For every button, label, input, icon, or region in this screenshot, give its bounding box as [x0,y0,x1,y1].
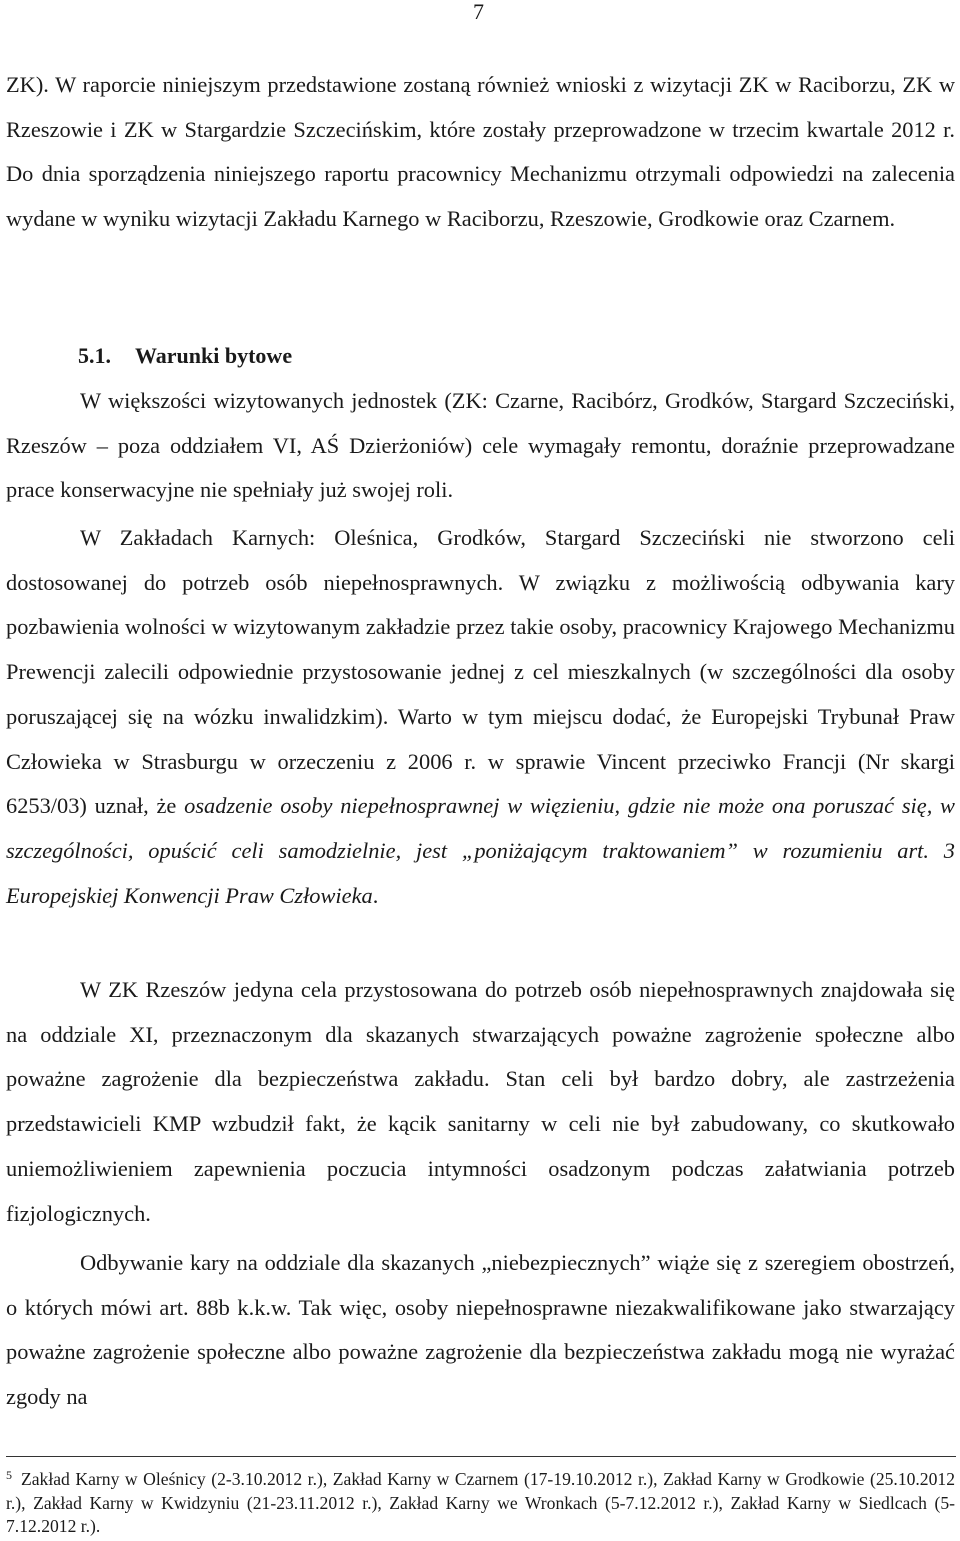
section-number: 5.1. [78,343,111,368]
section-title: Warunki bytowe [135,343,293,368]
court-quote: osadzenie osoby niepełnosprawnej w więzieniu, gdzie nie może ona poruszać się, w szczególności, opuścić celi samodzielnie, jest „poniżającym traktowaniem” w rozumieniu art. 3 Europejskiej Konwencji Praw Człowieka [6,793,955,908]
paragraph-rzeszow: W ZK Rzeszów jedyna cela przystosowana do potrzeb osób niepełnosprawnych znajdowała się na oddziale XI, przeznaczonym dla skazanych stwarzających poważne zagrożenie społeczne albo poważne zagrożenie dla bezpieczeństwa zakładu. Stan celi był bardzo dobry, ale zastrzeżenia przedstawicieli KMP wzbudził fakt, że kącik sanitarny w celi nie był zabudowany, co skutkowało uniemożliwieniem zapewnienia poczucia intymności osadzonym podczas załatwiania potrzeb fizjologicznych. [6,977,955,1226]
section-heading [78,334,292,378]
paragraph-intro: ZK). W raporcie niniejszym przedstawione zostaną również wnioski z wizytacji ZK w Raciborzu, ZK w Rzeszowie i ZK w Stargardzie Szczecińskim, które zostały przeprowadzone w trzecim kwartale 2012 r. Do dnia sporządzenia niniejszego raportu pracownicy Mechanizmu otrzymali odpowiedzi na zalecenia wydane w wyniku wizytacji Zakładu Karnego w Raciborzu, Rzeszowie, Grodkowie oraz Czarnem. [6,72,955,232]
footnote-divider [6,1456,956,1457]
paragraph-end: . [372,882,379,908]
footnote-marker: 5 [6,1468,12,1482]
footnote-text: Zakład Karny w Oleśnicy (2-3.10.2012 r.), Zakład Karny w Czarnem (17-19.10.2012 r.), Zakład Karny w Grodkowie (25.10.2012 r.), Zakład Karny w Kwidzyniu (21-23.11.2012 r.), Zakład Karny we Wronkach (5-7.12.2012 r.), Zakład Karny w Siedlcach (5-7.12.2012 r.). [6,1469,955,1536]
paragraph-living-conditions: W większości wizytowanych jednostek (ZK: Czarne, Racibórz, Grodków, Stargard Szczeciński, Rzeszów – poza oddziałem VI, AŚ Dzierżoniów) cele wymagały remontu, doraźnie przeprowadzane prace konserwacyjne nie spełniały już swojej roli. [6,388,955,503]
footnote [6,1464,955,1539]
page-number: 7 [473,0,484,24]
paragraph-text: W Zakładach Karnych: Oleśnica, Grodków, Stargard Szczeciński nie stworzono celi dostosowanej do potrzeb osób niepełnosprawnych. W związku z możliwością odbywania kary pozbawienia wolności w wizytowanym zakładzie przez takie osoby, pracownicy Krajowego Mechanizmu Prewencji zalecili odpowiednie przystosowanie jednej z cel mieszkalnych (w szczególności dla osoby poruszającej się na wózku inwalidzkim). Warto w tym miejscu dodać, że Europejski Trybunał Praw Człowieka w Strasburgu w orzeczeniu z 2006 r. w sprawie Vincent przeciwko Francji (Nr skargi 6253/03) uznał, że [6,525,955,819]
paragraph-disabled-cells [6,516,955,918]
paragraph-dangerous-inmates: Odbywanie kary na oddziale dla skazanych „niebezpiecznych” wiąże się z szeregiem obostrzeń, o których mówi art. 88b k.k.w. Tak więc, osoby niepełnosprawne niezakwalifikowane jako stwarzający poważne zagrożenie społeczne albo poważne zagrożenie dla bezpieczeństwa zakładu mogą nie wyrażać zgody na [6,1250,955,1410]
